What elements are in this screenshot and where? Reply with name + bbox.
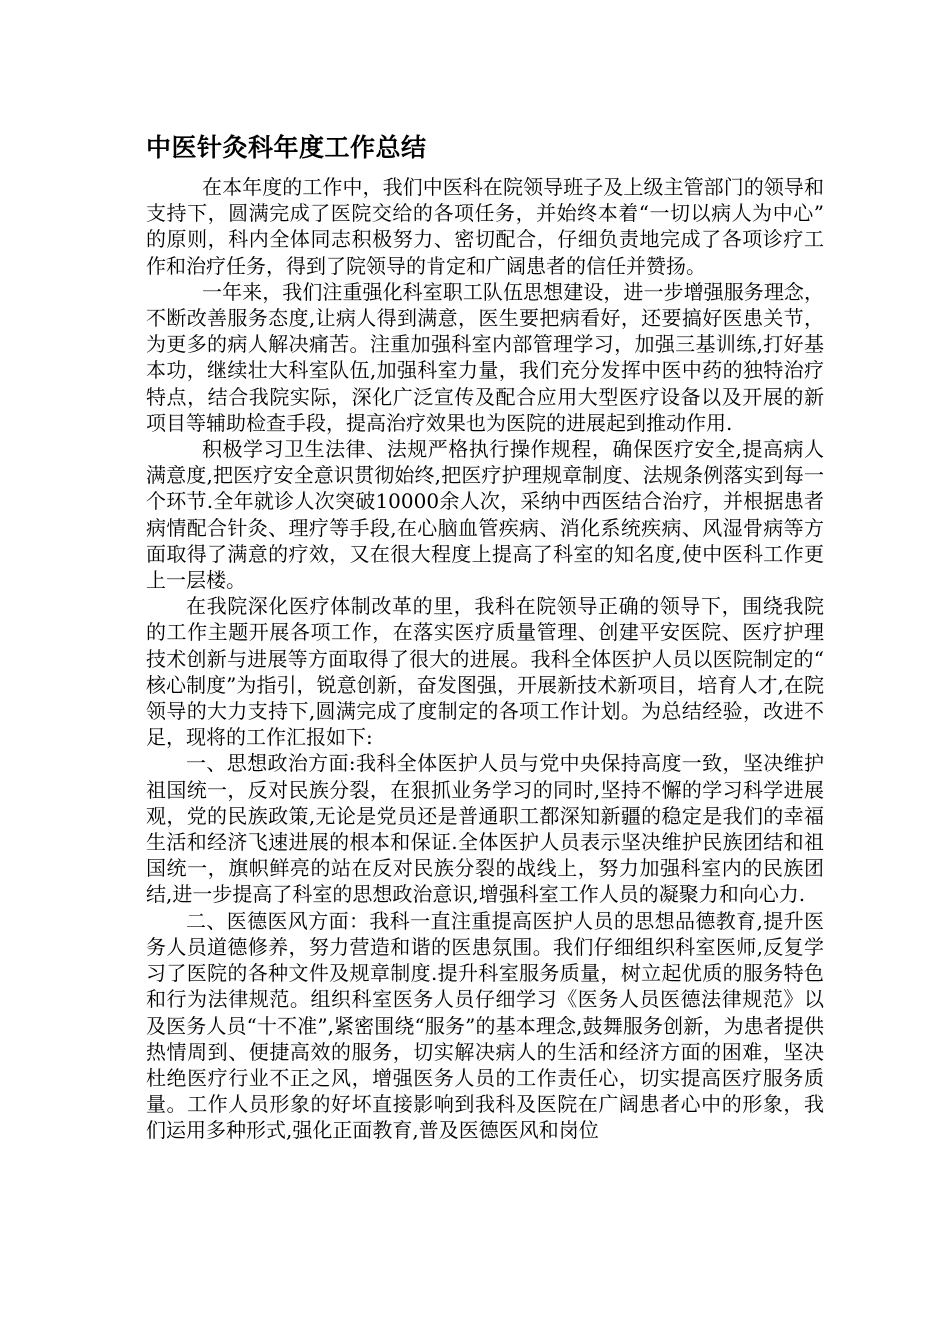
paragraph-reform: 在我院深化医疗体制改革的里，我科在院领导正确的领导下，围绕我院的工作主题开展各项工作，在落实医疗质量管理、创建平安医院、医疗护理技术创新与进展等方面取得了很大的进展。我科全体医护人员以医院制定的“核心制度”为指引，锐意创新，奋发图强，开展新技术新项目，培育人才,在院领导的大力支持下,圆满完成了度制定的各项工作计划。为总结经验，改进不足，现将的工作汇报如下: [146, 594, 824, 750]
paragraph-ethics: 二、医德医风方面：我科一直注重提高医护人员的思想品德教育,提升医务人员道德修养，努力营造和谐的医患氛围。我们仔细组织科室医师,反复学习了医院的各种文件及规章制度.提升科室服务质量，树立起优质的服务特色和行为法律规范。组织科室医务人员仔细学习《医务人员医德法律规范》以及医务人员“十不准”,紧密围绕“服务”的基本理念,鼓舞服务创新，为患者提供热情周到、便捷高效的服务，切实解决病人的生活和经济方面的困难，坚决杜绝医疗行业不正之风，增强医务人员的工作责任心，切实提高医疗服务质量。工作人员形象的好坏直接影响到我科及医院在广阔患者心中的形象，我们运用多种形式,强化正面教育,普及医德医风和岗位 [146, 908, 824, 1143]
paragraph-intro: 在本年度的工作中，我们中医科在院领导班子及上级主管部门的领导和支持下，圆满完成了医院交给的各项任务，并始终本着“一切以病人为中心”的原则，科内全体同志积极努力、密切配合，仔细负责地完成了各项诊疗工作和治疗任务，得到了院领导的肯定和广阔患者的信任并赞扬。 [146, 175, 824, 278]
paragraph-medical-safety: 积极学习卫生法律、法规严格执行操作规程，确保医疗安全,提高病人满意度,把医疗安全意识贯彻始终,把医疗护理规章制度、法规条例落实到每一个环节.全年就诊人次突破10000余人次，采纳中西医结合治疗，并根据患者病情配合针灸、理疗等手段,在心脑血管疾病、消化系统疾病、风湿骨病等方面取得了满意的疗效，又在很大程度上提高了科室的知名度,使中医科工作更上一层楼。 [146, 437, 824, 593]
document-body [146, 128, 824, 1144]
paragraph-political: 一、思想政治方面:我科全体医护人员与党中央保持高度一致，坚决维护祖国统一，反对民族分裂，在狠抓业务学习的同时,坚持不懈的学习科学进展观，党的民族政策,无论是党员还是普通职工都深知新疆的稳定是我们的幸福生活和经济飞速进展的根本和保证.全体医护人员表示坚决维护民族团结和祖国统一，旗帜鲜亮的站在反对民族分裂的战线上，努力加强科室内的民族团结,进一步提高了科室的思想政治意识,增强科室工作人员的凝聚力和向心力. [146, 751, 824, 907]
paragraph-team-building: 一年来，我们注重强化科室职工队伍思想建设，进一步增强服务理念，不断改善服务态度,让病人得到满意，医生要把病看好，还要搞好医患关节，为更多的病人解决痛苦。注重加强科室内部管理学习，加强三基训练,打好基本功，继续壮大科室队伍,加强科室力量，我们充分发挥中医中药的独特治疗特点，结合我院实际，深化广泛宣传及配合应用大型医疗设备以及开展的新项目等辅助检查手段，提高治疗效果也为医院的进展起到推动作用. [146, 279, 824, 435]
document-title: 中医针灸科年度工作总结 [146, 133, 427, 162]
